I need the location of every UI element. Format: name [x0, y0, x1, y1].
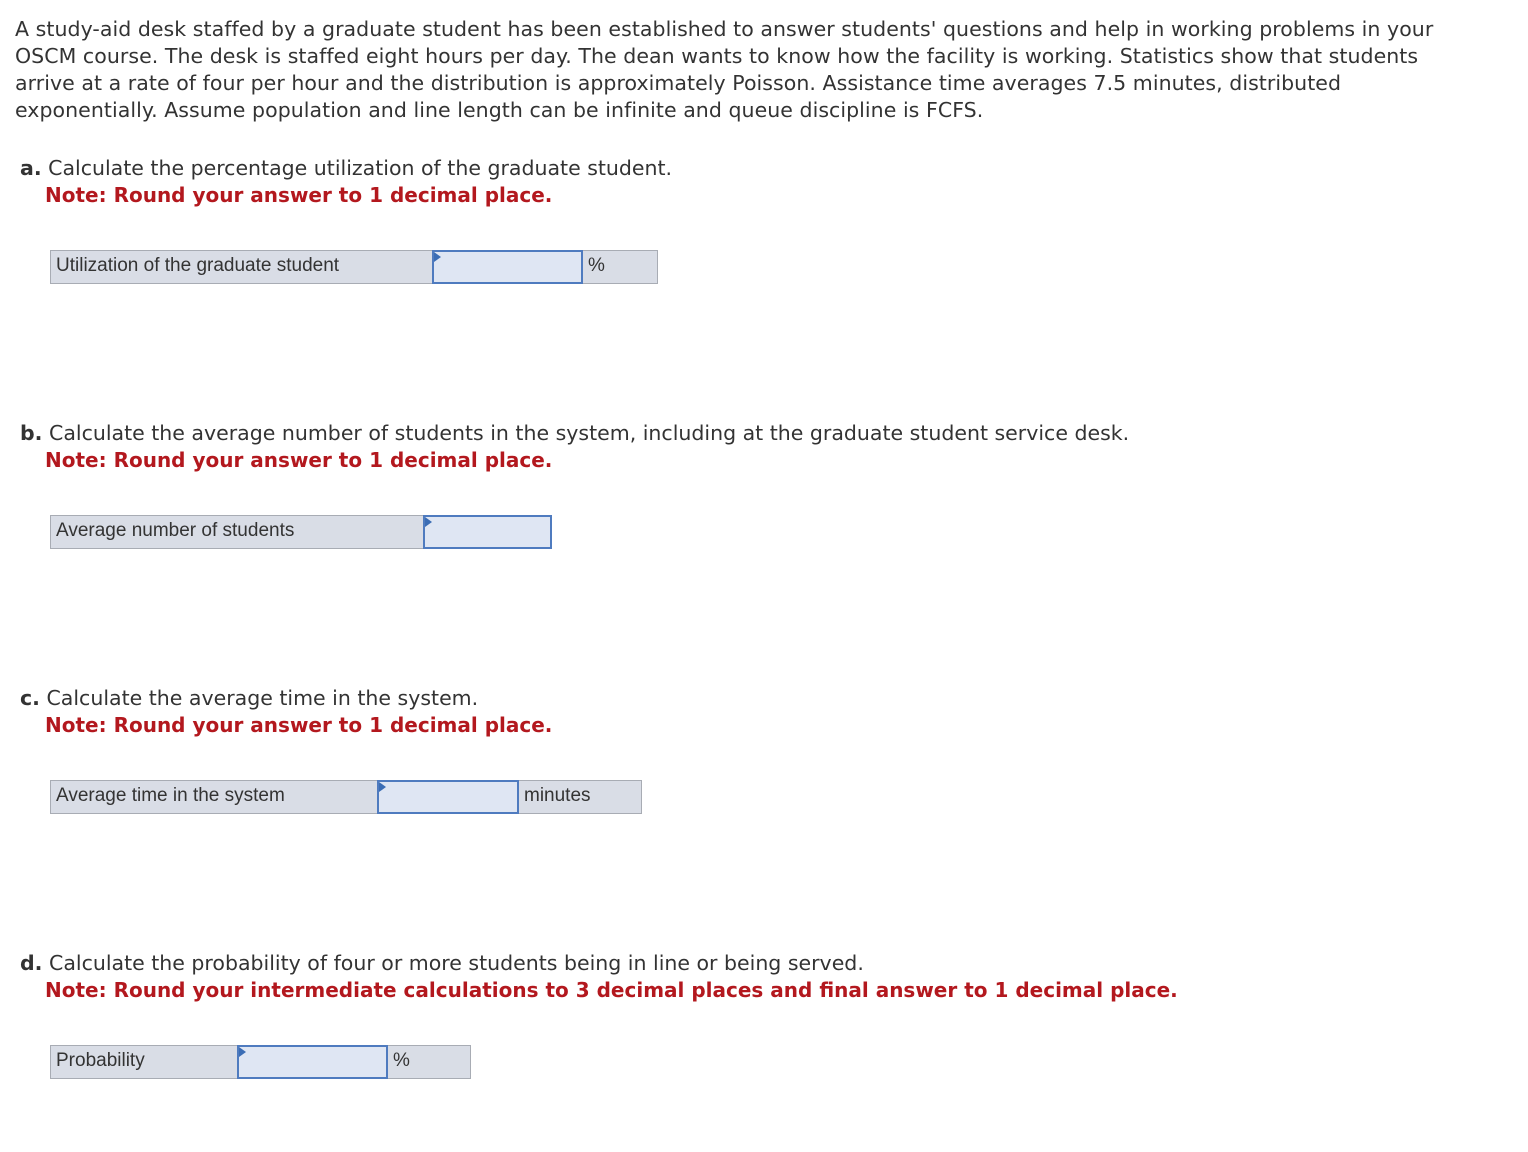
- question-d-letter: d.: [20, 951, 43, 975]
- utilization-input[interactable]: [434, 252, 581, 282]
- probability-input[interactable]: [239, 1047, 386, 1077]
- question-a-text: Calculate the percentage utilization of the graduate student.: [48, 156, 673, 180]
- question-b-text: Calculate the average number of students in the system, including at the graduate student service desk.: [49, 421, 1130, 445]
- utilization-label: Utilization of the graduate student: [50, 250, 433, 284]
- avg-time-label: Average time in the system: [50, 780, 378, 814]
- question-c-note: Note: Round your answer to 1 decimal place.: [45, 713, 553, 737]
- avg-students-input-cell[interactable]: [423, 515, 552, 549]
- probability-unit: %: [387, 1045, 471, 1079]
- avg-time-unit: minutes: [518, 780, 642, 814]
- question-b: [20, 420, 1470, 474]
- question-a-note: Note: Round your answer to 1 decimal place.: [45, 183, 553, 207]
- question-c: [20, 685, 1470, 739]
- probability-input-cell[interactable]: [237, 1045, 388, 1079]
- question-a-letter: a.: [20, 156, 42, 180]
- avg-students-input[interactable]: [425, 517, 550, 547]
- utilization-unit: %: [582, 250, 658, 284]
- avg-time-input[interactable]: [379, 782, 517, 812]
- question-b-letter: b.: [20, 421, 43, 445]
- answer-row-avg-students: [50, 515, 552, 549]
- answer-row-utilization: [50, 250, 658, 284]
- answer-row-avg-time: [50, 780, 642, 814]
- question-d-note: Note: Round your intermediate calculations to 3 decimal places and final answer to 1 decimal place.: [45, 978, 1178, 1002]
- question-b-note: Note: Round your answer to 1 decimal place.: [45, 448, 553, 472]
- question-d: [20, 950, 1470, 1004]
- question-a: [20, 155, 1470, 209]
- question-c-text: Calculate the average time in the system.: [46, 686, 479, 710]
- avg-time-input-cell[interactable]: [377, 780, 519, 814]
- avg-students-label: Average number of students: [50, 515, 424, 549]
- question-c-letter: c.: [20, 686, 40, 710]
- answer-row-probability: [50, 1045, 471, 1079]
- probability-label: Probability: [50, 1045, 238, 1079]
- problem-statement: A study-aid desk staffed by a graduate student has been established to answer students' questions and help in working problems in your OSCM course. The desk is staffed eight hours per day. The dean wants to know how the facility is working. Statistics show that students arrive at a rate of four per hour and the distribution is approximately Poisson. Assistance time averages 7.5 minutes, distributed exponentially. Assume population and line length can be infinite and queue discipline is FCFS.: [15, 17, 1434, 122]
- utilization-input-cell[interactable]: [432, 250, 583, 284]
- question-d-text: Calculate the probability of four or more students being in line or being served.: [49, 951, 864, 975]
